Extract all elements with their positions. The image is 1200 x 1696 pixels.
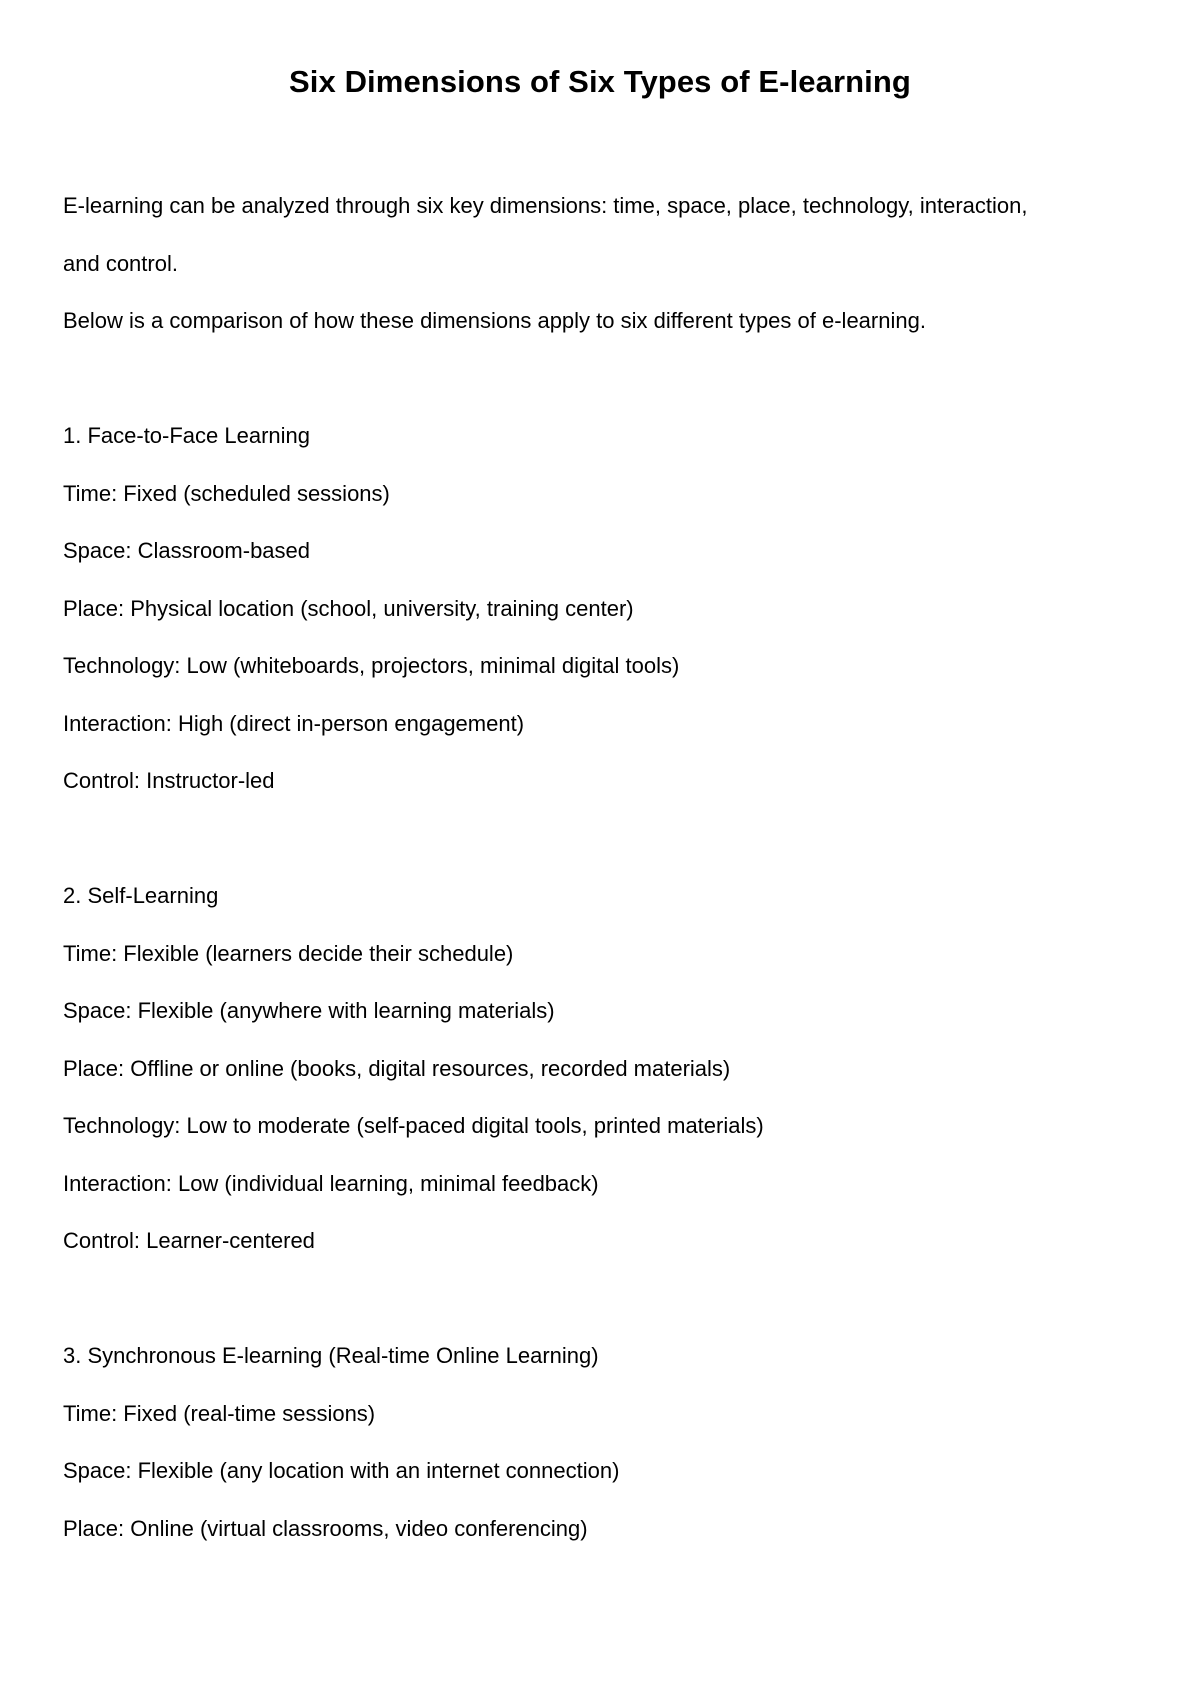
- section-time: Time: Fixed (scheduled sessions): [63, 480, 390, 506]
- section-place: Place: Offline or online (books, digital resources, recorded materials): [63, 1055, 731, 1081]
- section-time: Time: Fixed (real-time sessions): [63, 1400, 376, 1426]
- section-place: Place: Online (virtual classrooms, video conferencing): [63, 1515, 588, 1541]
- intro-line-1: E-learning can be analyzed through six key dimensions: time, space, place, technology, interaction,: [63, 193, 1028, 218]
- section-heading: 2. Self-Learning: [63, 883, 219, 908]
- section-space: Space: Flexible (anywhere with learning materials): [63, 998, 555, 1023]
- section-control: Control: Learner-centered: [63, 1228, 315, 1253]
- intro-line-3: Below is a comparison of how these dimensions apply to six different types of e-learning.: [63, 308, 926, 333]
- section-technology: Technology: Low to moderate (self-paced digital tools, printed materials): [63, 1113, 764, 1138]
- spacer: [63, 1270, 1143, 1328]
- section-space: Space: Flexible (any location with an internet connection): [63, 1458, 620, 1483]
- spacer: [63, 350, 1143, 408]
- section-heading: 1. Face-to-Face Learning: [63, 423, 311, 448]
- section-technology: Technology: Low (whiteboards, projectors, minimal digital tools): [63, 653, 680, 678]
- section-interaction: Interaction: High (direct in-person engagement): [63, 710, 525, 736]
- document-body: [63, 177, 1143, 1557]
- section-time: Time: Flexible (learners decide their schedule): [63, 940, 514, 966]
- section-place: Place: Physical location (school, university, training center): [63, 595, 634, 621]
- section-space: Space: Classroom-based: [63, 538, 311, 563]
- document-title: Six Dimensions of Six Types of E-learning: [289, 64, 911, 99]
- section-control: Control: Instructor-led: [63, 768, 275, 793]
- intro-line-2: and control.: [63, 250, 178, 276]
- spacer: [63, 810, 1143, 868]
- section-interaction: Interaction: Low (individual learning, minimal feedback): [63, 1170, 599, 1196]
- section-heading: 3. Synchronous E-learning (Real-time Online Learning): [63, 1343, 599, 1368]
